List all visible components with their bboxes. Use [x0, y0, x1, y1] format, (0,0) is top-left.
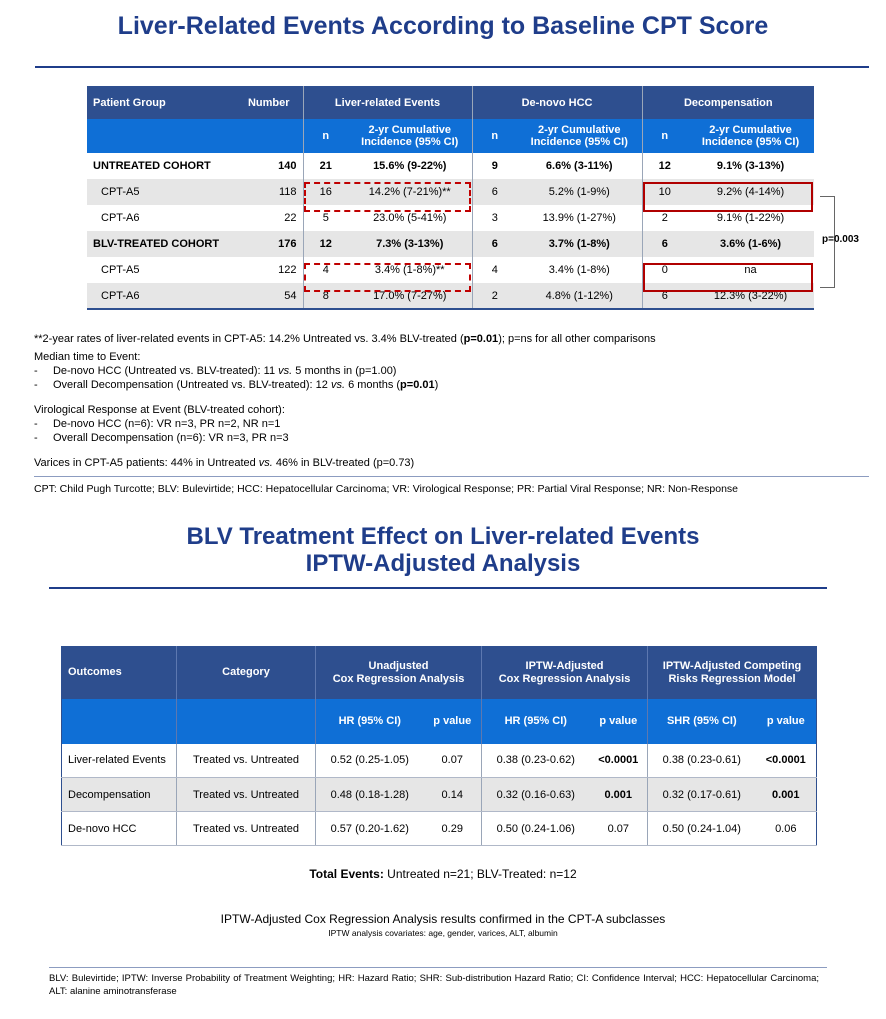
viro-title: Virological Response at Event (BLV-treated cohort):: [34, 404, 285, 416]
varices-note: Varices in CPT-A5 patients: 44% in Untreated vs. 46% in BLV-treated (p=0.73): [34, 457, 415, 469]
footer-abbreviations: BLV: Bulevirtide; IPTW: Inverse Probability of Treatment Weighting; HR: Hazard Ratio; SHR: Sub-distribution Hazard Ratio; CI: Confidence Interval; HCC: Hepatocellular Carcinoma; ALT: alanine aminotransferase: [49, 973, 819, 997]
header-patient-group: Patient Group: [87, 86, 235, 119]
section-underline: [49, 587, 827, 589]
group-cell: BLV-TREATED COHORT: [87, 231, 235, 257]
header-iptw-cox: IPTW-Adjusted Cox Regression Analysis: [482, 647, 648, 699]
hcc-ci-cell: 13.9% (1-27%): [517, 205, 642, 231]
subheader-cumulative: 2-yr Cumulative Incidence (95% CI): [517, 119, 642, 153]
subheader-blank: [177, 699, 316, 744]
median-time-section: [34, 350, 438, 392]
lre-n-cell: 12: [303, 231, 348, 257]
header-outcomes: Outcomes: [62, 647, 177, 699]
table-subheader-row: [87, 119, 814, 153]
table-subheader-row: [62, 699, 817, 744]
highlight-blv-cpt-a5: [304, 263, 471, 292]
median-item: - De-novo HCC (Untreated vs. BLV-treated): 11 vs. 5 months in (p=1.00): [34, 365, 397, 377]
number-cell: 122: [235, 257, 303, 283]
table-row: [62, 744, 817, 778]
total-events: Total Events: Untreated n=21; BLV-Treated: n=12: [309, 867, 577, 881]
group-cell: CPT-A6: [87, 205, 235, 231]
hcc-n-cell: 6: [472, 231, 517, 257]
subheader-n: n: [303, 119, 348, 153]
dec-ci-cell: na: [687, 257, 814, 283]
subheader-p: p value: [756, 699, 817, 744]
dec-ci-cell: 12.3% (3-22%): [687, 283, 814, 309]
title-underline: [35, 66, 869, 68]
highlight-blv-decomp: [643, 263, 813, 292]
dec-n-cell: 6: [642, 283, 687, 309]
iptw-hr-cell: 0.38 (0.23-0.62): [482, 744, 590, 778]
outcome-cell: Decompensation: [62, 778, 177, 812]
viro-item: - De-novo HCC (n=6): VR n=3, PR n=2, NR n=1: [34, 418, 281, 430]
unadj-hr-cell: 0.52 (0.25-1.05): [316, 744, 424, 778]
dec-n-cell: 12: [642, 153, 687, 179]
dec-ci-cell: 9.2% (4-14%): [687, 179, 814, 205]
unadj-hr-cell: 0.57 (0.20-1.62): [316, 812, 424, 846]
lre-ci-cell: 15.6% (9-22%): [348, 153, 472, 179]
group-cell: CPT-A5: [87, 257, 235, 283]
subheader-blank: [87, 119, 235, 153]
iptw-hr-cell: 0.32 (0.16-0.63): [482, 778, 590, 812]
covariates-line: IPTW analysis covariates: age, gender, varices, ALT, albumin: [328, 928, 558, 938]
hcc-ci-cell: 3.4% (1-8%): [517, 257, 642, 283]
subheader-n: n: [472, 119, 517, 153]
iptw-analysis-table: [61, 646, 817, 846]
median-title: Median time to Event:: [34, 351, 141, 363]
unadj-p-cell: 0.07: [424, 744, 482, 778]
subheader-shr: SHR (95% CI): [648, 699, 756, 744]
subheader-cumulative: 2-yr Cumulative Incidence (95% CI): [687, 119, 814, 153]
median-item: - Overall Decompensation (Untreated vs. BLV-treated): 12 vs. 6 months (p=0.01): [34, 379, 439, 391]
unadj-hr-cell: 0.48 (0.18-1.28): [316, 778, 424, 812]
lre-ci-cell: 7.3% (3-13%): [348, 231, 472, 257]
lre-n-cell: 21: [303, 153, 348, 179]
dec-n-cell: 0: [642, 257, 687, 283]
dec-n-cell: 2: [642, 205, 687, 231]
hcc-ci-cell: 4.8% (1-12%): [517, 283, 642, 309]
lre-ci-cell: 23.0% (5-41%): [348, 205, 472, 231]
dec-ci-cell: 9.1% (3-13%): [687, 153, 814, 179]
header-category: Category: [177, 647, 316, 699]
iptw-p-cell: <0.0001: [590, 744, 648, 778]
highlight-untreated-cpt-a5: [304, 182, 471, 212]
subheader-n: n: [642, 119, 687, 153]
number-cell: 118: [235, 179, 303, 205]
footer-divider: [49, 967, 827, 968]
category-cell: Treated vs. Untreated: [177, 778, 316, 812]
hcc-n-cell: 2: [472, 283, 517, 309]
subheader-p: p value: [424, 699, 482, 744]
lre-n-cell: 16: [303, 179, 348, 205]
hcc-n-cell: 6: [472, 179, 517, 205]
header-liver-events: Liver-related Events: [303, 86, 472, 119]
section-title: BLV Treatment Effect on Liver-related Events IPTW-Adjusted Analysis: [186, 523, 700, 577]
virological-section: [34, 403, 289, 445]
pvalue-label: p=0.003: [822, 234, 859, 245]
group-cell: UNTREATED COHORT: [87, 153, 235, 179]
abbreviations: CPT: Child Pugh Turcotte; BLV: Bulevirtide; HCC: Hepatocellular Carcinoma; VR: Virological Response; PR: Partial Viral Response; NR: Non-Response: [34, 483, 739, 495]
lre-ci-cell: 14.2% (7-21%)**: [348, 179, 472, 205]
table-row: [87, 153, 814, 179]
unadj-p-cell: 0.29: [424, 812, 482, 846]
comp-shr-cell: 0.50 (0.24-1.04): [648, 812, 756, 846]
table-row: [87, 231, 814, 257]
dec-n-cell: 10: [642, 179, 687, 205]
lre-n-cell: 4: [303, 257, 348, 283]
outcome-cell: Liver-related Events: [62, 744, 177, 778]
lre-ci-cell: 17.0% (7-27%): [348, 283, 472, 309]
number-cell: 176: [235, 231, 303, 257]
iptw-hr-cell: 0.50 (0.24-1.06): [482, 812, 590, 846]
comp-p-cell: 0.06: [756, 812, 817, 846]
table-row: [62, 778, 817, 812]
comp-shr-cell: 0.38 (0.23-0.61): [648, 744, 756, 778]
comp-p-cell: <0.0001: [756, 744, 817, 778]
dec-ci-cell: 3.6% (1-6%): [687, 231, 814, 257]
subheader-blank: [235, 119, 303, 153]
outcome-cell: De-novo HCC: [62, 812, 177, 846]
hcc-n-cell: 4: [472, 257, 517, 283]
header-denovo-hcc: De-novo HCC: [472, 86, 642, 119]
subheader-cumulative: 2-yr Cumulative Incidence (95% CI): [348, 119, 472, 153]
category-cell: Treated vs. Untreated: [177, 812, 316, 846]
number-cell: 54: [235, 283, 303, 309]
comp-shr-cell: 0.32 (0.17-0.61): [648, 778, 756, 812]
confirm-line: IPTW-Adjusted Cox Regression Analysis results confirmed in the CPT-A subclasses: [220, 912, 666, 926]
subheader-hr: HR (95% CI): [316, 699, 424, 744]
number-cell: 22: [235, 205, 303, 231]
unadj-p-cell: 0.14: [424, 778, 482, 812]
table-header-row: [62, 647, 817, 699]
number-cell: 140: [235, 153, 303, 179]
hcc-ci-cell: 3.7% (1-8%): [517, 231, 642, 257]
table-header-row: [87, 86, 814, 119]
lre-n-cell: 5: [303, 205, 348, 231]
hcc-ci-cell: 6.6% (3-11%): [517, 153, 642, 179]
dec-n-cell: 6: [642, 231, 687, 257]
highlight-untreated-decomp: [643, 182, 813, 212]
lre-n-cell: 8: [303, 283, 348, 309]
hcc-n-cell: 9: [472, 153, 517, 179]
category-cell: Treated vs. Untreated: [177, 744, 316, 778]
dec-ci-cell: 9.1% (1-22%): [687, 205, 814, 231]
header-decompensation: Decompensation: [642, 86, 814, 119]
iptw-p-cell: 0.001: [590, 778, 648, 812]
footnote: **2-year rates of liver-related events in CPT-A5: 14.2% Untreated vs. 3.4% BLV-treated (p=0.01); p=ns for all other comparisons: [34, 333, 656, 345]
hcc-ci-cell: 5.2% (1-9%): [517, 179, 642, 205]
subheader-hr: HR (95% CI): [482, 699, 590, 744]
header-unadjusted: Unadjusted Cox Regression Analysis: [316, 647, 482, 699]
iptw-p-cell: 0.07: [590, 812, 648, 846]
header-competing-risks: IPTW-Adjusted Competing Risks Regression Model: [648, 647, 817, 699]
header-number: Number: [235, 86, 303, 119]
group-cell: CPT-A5: [87, 179, 235, 205]
lre-ci-cell: 3.4% (1-8%)**: [348, 257, 472, 283]
subheader-blank: [62, 699, 177, 744]
page-title: Liver-Related Events According to Baseline CPT Score: [117, 12, 769, 40]
comp-p-cell: 0.001: [756, 778, 817, 812]
hcc-n-cell: 3: [472, 205, 517, 231]
table-row: [62, 812, 817, 846]
notes-divider: [34, 476, 869, 477]
viro-item: - Overall Decompensation (n=6): VR n=3, PR n=3: [34, 432, 289, 444]
subheader-p: p value: [590, 699, 648, 744]
group-cell: CPT-A6: [87, 283, 235, 309]
